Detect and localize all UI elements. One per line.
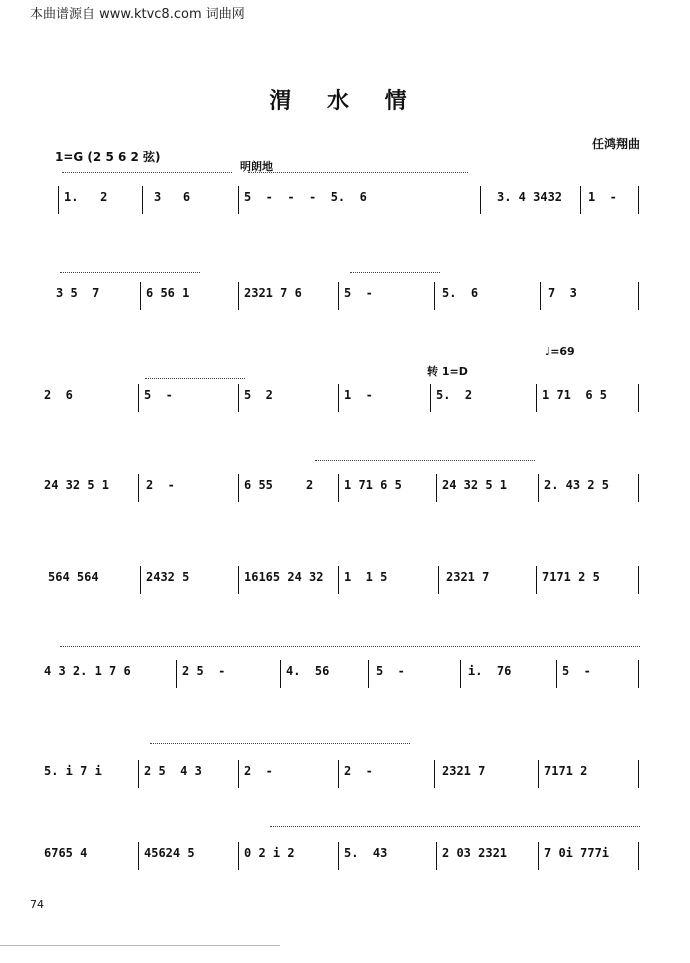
measure: 2 -: [146, 478, 175, 492]
measure: 5 - - - 5. 6: [244, 190, 367, 204]
measure: 2321 7: [442, 764, 486, 778]
page-title: 渭 水 情: [269, 88, 421, 114]
measure: 5 2: [244, 388, 273, 402]
measure: 1. 2: [64, 190, 108, 204]
measure: 2 -: [344, 764, 373, 778]
score-system-5: [42, 566, 642, 604]
score-system-1: [42, 186, 642, 224]
measure: 5. 6: [442, 286, 479, 300]
ornament-line: [60, 646, 640, 647]
composer-credit: 任鸿翔曲: [591, 137, 640, 151]
score-system-3: [42, 384, 642, 422]
measure: 5. 43: [344, 846, 388, 860]
score-system-6: [42, 660, 642, 698]
score-system-7: [42, 760, 642, 798]
bottom-rule: [0, 945, 280, 946]
measure: 7171 2 5: [542, 570, 600, 584]
measure: 1 -: [588, 190, 617, 204]
score-system-2: [42, 282, 642, 320]
ornament-line: [350, 272, 440, 273]
measure: 24 32 5 1: [442, 478, 508, 492]
measure: 7 0i 777i: [544, 846, 610, 860]
measure: 1 1 5: [344, 570, 388, 584]
measure: 564 564: [48, 570, 99, 584]
measure: 4. 56: [286, 664, 330, 678]
measure: 2 03 2321: [442, 846, 508, 860]
measure: 2. 43 2 5: [544, 478, 610, 492]
measure: 1 71 6 5: [344, 478, 402, 492]
measure: 45624 5: [144, 846, 195, 860]
measure: 5. i 7 i: [44, 764, 102, 778]
measure: 2: [306, 478, 314, 492]
measure: 7171 2: [544, 764, 588, 778]
measure: 5. 2: [436, 388, 473, 402]
measure: 2432 5: [146, 570, 190, 584]
measure: 2 5 4 3: [144, 764, 202, 778]
measure: 3 6: [154, 190, 191, 204]
ornament-line: [62, 172, 232, 173]
score-system-4: [42, 474, 642, 512]
measure: 24 32 5 1: [44, 478, 110, 492]
measure: 2321 7: [446, 570, 490, 584]
measure: 2 6: [44, 388, 73, 402]
measure: 2 5 -: [182, 664, 226, 678]
ornament-line: [315, 460, 535, 461]
measure: 1 71 6 5: [542, 388, 608, 402]
ornament-line: [145, 378, 245, 379]
measure: 16165 24 32: [244, 570, 324, 584]
measure: 2 -: [244, 764, 273, 778]
measure: 2321 7 6: [244, 286, 302, 300]
measure: 5 -: [562, 664, 591, 678]
measure: 1 -: [344, 388, 373, 402]
measure: 4 3 2. 1 7 6: [44, 664, 131, 678]
measure: i. 76: [468, 664, 512, 678]
measure: 5 -: [344, 286, 373, 300]
page-number: 74: [30, 898, 44, 911]
measure: 6 56 1: [146, 286, 190, 300]
measure: 5 -: [376, 664, 405, 678]
measure: 3 5 7: [56, 286, 100, 300]
ornament-line: [150, 743, 410, 744]
modulation-marking: 转 1=D: [427, 365, 468, 378]
measure: 6765 4: [44, 846, 88, 860]
ornament-line: [60, 272, 200, 273]
ornament-line: [248, 172, 468, 173]
measure: 0 2 i 2: [244, 846, 295, 860]
measure: 3. 4 3432: [497, 190, 563, 204]
measure: 5 -: [144, 388, 173, 402]
header-line: 本曲谱源自 www.ktvc8.com 词曲网: [30, 7, 245, 22]
measure: 6 55: [244, 478, 273, 492]
measure: 7 3: [548, 286, 577, 300]
ornament-line: [270, 826, 640, 827]
score-system-8: [42, 842, 642, 880]
key-signature: 1=G (2 5 6 2 弦): [55, 150, 161, 164]
tempo-marking: 明朗地: [240, 160, 273, 173]
metronome-marking: ♩=69: [545, 345, 575, 358]
